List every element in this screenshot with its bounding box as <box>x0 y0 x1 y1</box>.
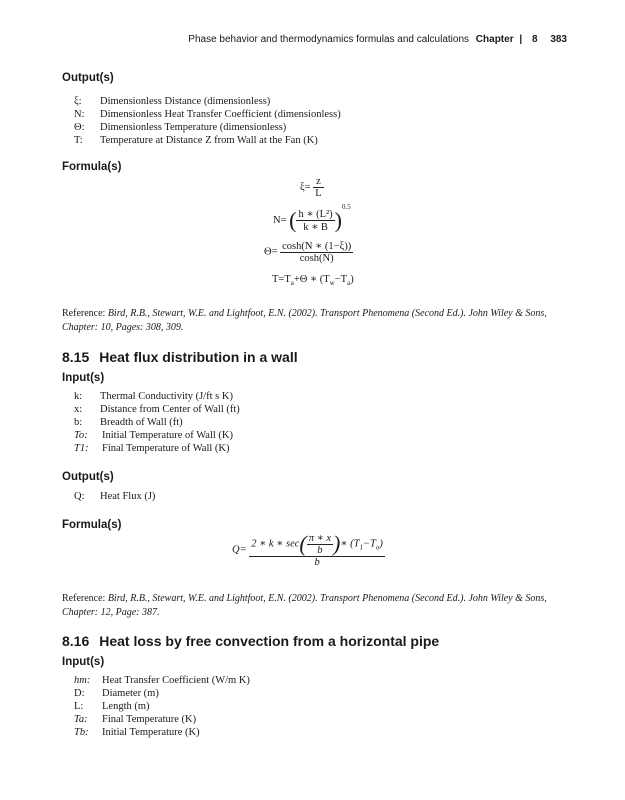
input-row: b: Breadth of Wall (ft) <box>74 417 183 428</box>
output-row: Θ: Dimensionless Temperature (dimensionless) <box>74 122 287 133</box>
output-row: T: Temperature at Distance Z from Wall at the Fan (K) <box>74 135 318 146</box>
output-row: N: Dimensionless Heat Transfer Coefficient (dimensionless) <box>74 109 341 120</box>
input-row: Ta: Final Temperature (K) <box>74 714 197 725</box>
chapter-number: 8 <box>531 34 538 45</box>
input-row: k: Thermal Conductivity (J/ft s K) <box>74 391 233 402</box>
chapter-label: Chapter <box>475 34 514 45</box>
formula-theta: Θ= $\frac{\cosh(N ∗ (1-\xi))}{\cosh(N)}$ <box>264 241 352 264</box>
formula-n: N= ( $\frac{\text{h ∗ (L²)}}{k ∗ B}$ )$^{0.5}$ <box>273 203 351 234</box>
input-row: x: Distance from Center of Wall (ft) <box>74 404 240 415</box>
formula-q: Q= 2 ∗ k ∗ sec( $\frac{\pi ∗ x}{b}$ )∗ $(T_1-T_o)$ b <box>232 531 383 568</box>
inputs-heading: Input(s) <box>62 372 105 384</box>
input-row: hm: Heat Transfer Coefficient (W/m K) <box>74 675 250 686</box>
formula-t: $T=T_a+\Theta$ ∗ $(T_w-T_a)$ <box>272 274 354 288</box>
output-row: Q: Heat Flux (J) <box>74 491 156 502</box>
page-number: 383 <box>550 34 567 45</box>
input-row: L: Length (m) <box>74 701 150 712</box>
input-row: Tb: Initial Temperature (K) <box>74 727 200 738</box>
formulas-heading: Formula(s) <box>62 519 122 531</box>
output-row: ξ: Dimensionless Distance (dimensionless) <box>74 96 271 107</box>
header-separator: | <box>519 34 523 45</box>
input-row: T1: Final Temperature of Wall (K) <box>74 443 230 454</box>
inputs-heading: Input(s) <box>62 656 105 668</box>
section-heading-8-16: 8.16 Heat loss by free convection from a horizontal pipe <box>62 633 440 649</box>
running-header <box>188 34 567 45</box>
input-row: To: Initial Temperature of Wall (K) <box>74 430 233 441</box>
outputs-heading: Output(s) <box>62 72 114 84</box>
formula-xi: ξ= $\frac{z}{L}$ <box>300 176 322 199</box>
formulas-heading: Formula(s) <box>62 161 122 173</box>
input-row: D: Diameter (m) <box>74 688 159 699</box>
reference-10: Reference: Bird, R.B., Stewart, W.E. and Lightfoot, E.N. (2002). Transport Phenomena (Second Ed.). John Wiley & Sons, Chapter: 10, Pages: 308, 309. <box>62 308 547 333</box>
section-heading-8-15: 8.15 Heat flux distribution in a wall <box>62 349 298 365</box>
reference-12: Reference: Bird, R.B., Stewart, W.E. and Lightfoot, E.N. (2002). Transport Phenomena (Second Ed.). John Wiley & Sons, Chapter: 12, Page: 387. <box>62 593 547 618</box>
running-title: Phase behavior and thermodynamics formulas and calculations <box>188 34 470 45</box>
outputs-heading: Output(s) <box>62 471 114 483</box>
